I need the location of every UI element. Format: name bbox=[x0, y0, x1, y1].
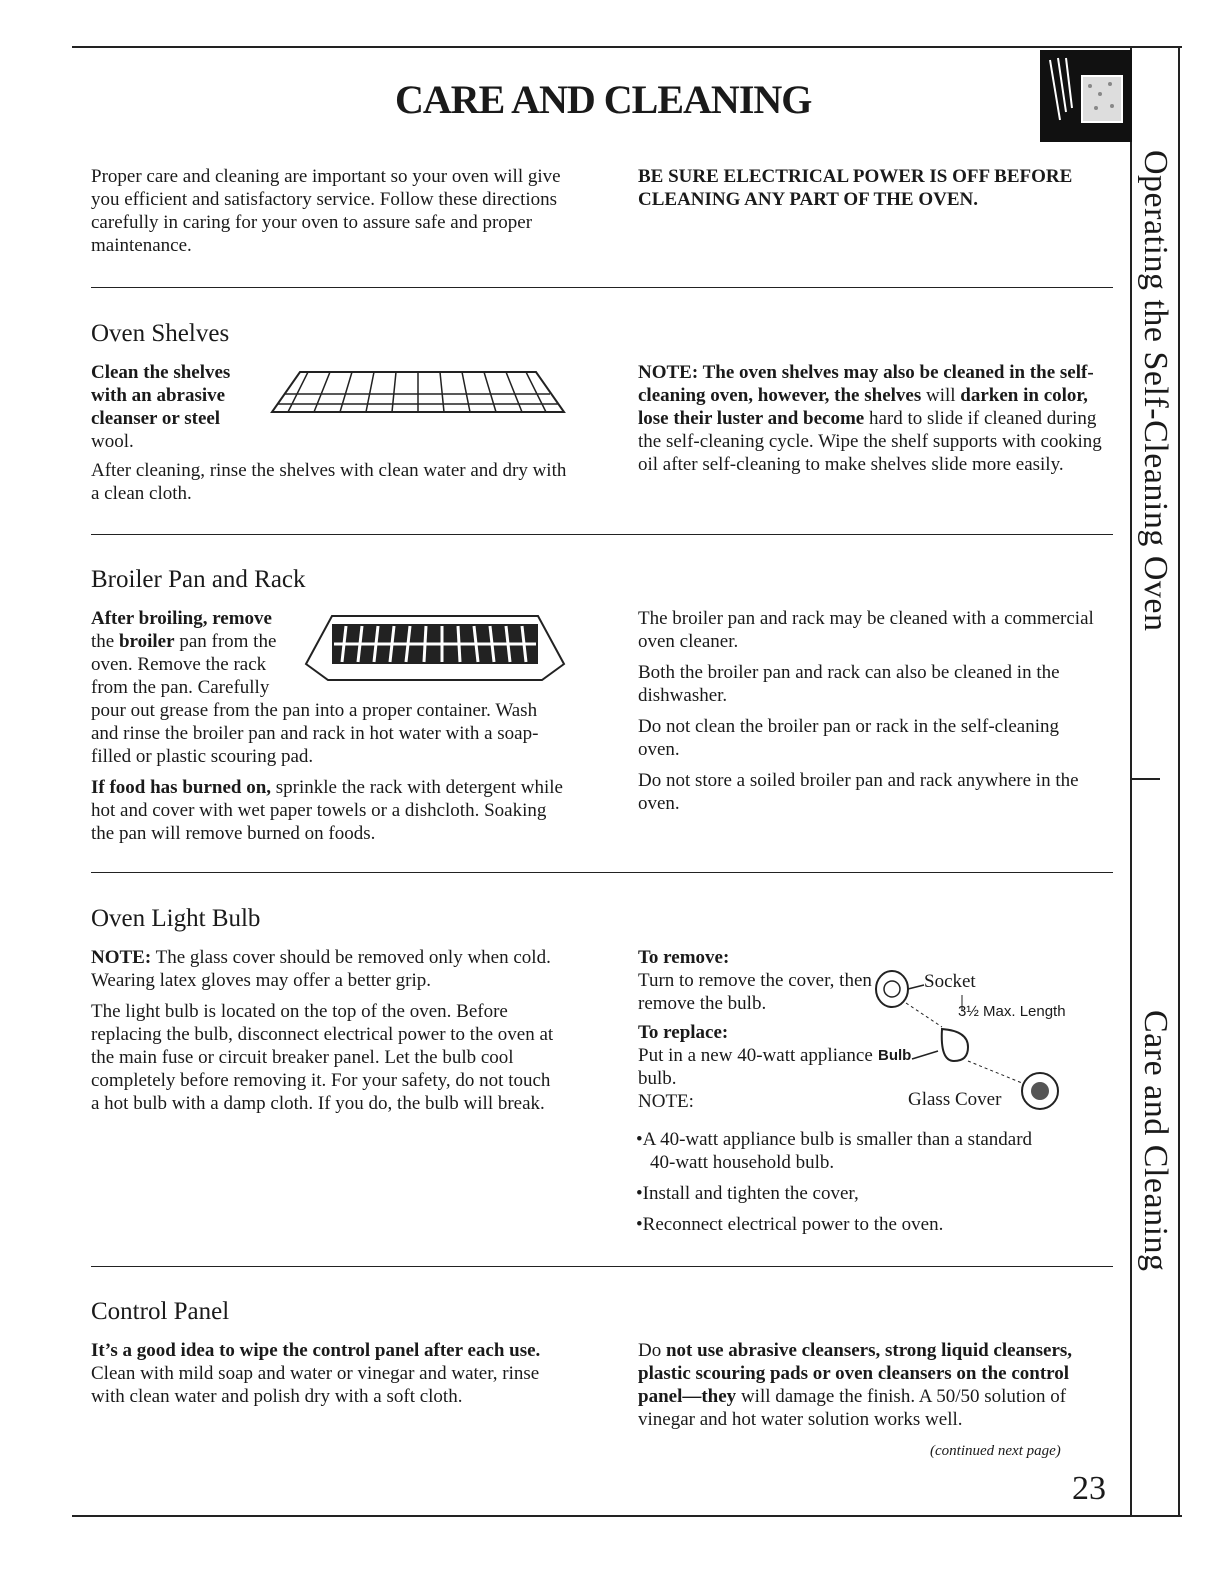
control-right-rest: will damage the finish. A 50/50 solution of vinegar and hot water solution works well. bbox=[638, 1386, 1067, 1430]
right-edge bbox=[1178, 46, 1180, 1516]
control-lead-rest: Clean with mild soap and water or vinegar and water, rinse with clean water and polish dry with a soft cloth. bbox=[91, 1363, 540, 1407]
intro-left bbox=[91, 165, 569, 265]
control-bold-lead: It’s a good idea to wipe the control panel after each use. bbox=[91, 1340, 541, 1361]
page-title: CARE AND CLEANING bbox=[395, 77, 812, 122]
control-panel-heading: Control Panel bbox=[91, 1298, 230, 1325]
to-replace-label: To replace: bbox=[638, 1022, 729, 1043]
broiler-line2c: pan from the bbox=[179, 631, 277, 652]
control-right-a: Do bbox=[638, 1340, 662, 1361]
broiler-right-1: The broiler pan and rack may be cleaned with a commercial oven cleaner. bbox=[638, 608, 1094, 652]
power-warning: BE SURE ELECTRICAL POWER IS OFF BEFORE CLEANING ANY PART OF THE OVEN. bbox=[638, 166, 1073, 210]
bulb-diagram bbox=[872, 965, 1092, 1115]
shelves-note-bold2: darken in color, lose their luster and become bbox=[638, 385, 1088, 429]
broiler-right-3: Do not clean the broiler pan or rack in the self-cleaning oven. bbox=[638, 716, 1059, 760]
bulb-note2: NOTE: bbox=[638, 1091, 694, 1112]
control-panel-right bbox=[638, 1339, 1113, 1439]
light-bulb-right bbox=[638, 946, 878, 1121]
to-remove-text: Turn to remove the cover, then remove the bulb. bbox=[638, 970, 872, 1014]
light-bulb-heading: Oven Light Bulb bbox=[91, 905, 261, 932]
to-remove-label: To remove: bbox=[638, 947, 730, 968]
broiler-heading: Broiler Pan and Rack bbox=[91, 566, 306, 593]
shelves-note-rest: hard to slide if cleaned during the self-cleaning cycle. Wipe the shelf supports with cooking oil after self-cleaning to make shelves slide more easily. bbox=[638, 408, 1102, 475]
bulb-bullet-2: Install and tighten the cover, bbox=[642, 1183, 859, 1204]
control-panel-left bbox=[91, 1339, 561, 1416]
to-replace-text: Put in a new 40-watt appliance bulb. bbox=[638, 1045, 873, 1089]
broiler-right bbox=[638, 607, 1098, 823]
broiler-bold-lead: After broiling, remove bbox=[91, 608, 272, 629]
bulb-bullet-1: A 40-watt appliance bulb is smaller than a standard 40-watt household bulb. bbox=[642, 1129, 1033, 1173]
broiler-line2b: broiler bbox=[118, 631, 175, 652]
oven-shelf-illustration bbox=[268, 368, 568, 421]
page-number: 23 bbox=[1072, 1470, 1106, 1507]
socket-label: Socket bbox=[924, 971, 976, 992]
oven-shelves-right bbox=[638, 361, 1108, 484]
bulb-bullets: •A 40-watt appliance bulb is smaller than a standard 40-watt household bulb. •Install and tighten the cover, •Reconnect electrical power to the oven. bbox=[636, 1129, 1033, 1235]
shelves-bold-lead: Clean the shelves with an abrasive cleanser or steel bbox=[91, 362, 231, 429]
broiler-line2a: the bbox=[91, 631, 115, 652]
broiler-p2-rest: sprinkle the rack with detergent while hot and cover with wet paper towels or a dishcloth. Soaking the pan will remove burned on foods. bbox=[91, 777, 563, 844]
intro-text: Proper care and cleaning are important so your oven will give you efficient and satisfactory service. Follow these directions carefully in caring for your oven to assure safe and proper maintenance. bbox=[91, 166, 561, 256]
shelves-note-bold: NOTE: The oven shelves may also be cleaned in the self-cleaning oven, however, the shelves bbox=[638, 362, 1094, 406]
top-rule bbox=[72, 46, 1182, 48]
glass-cover-label: Glass Cover bbox=[908, 1089, 1002, 1110]
broiler-p2-bold: If food has burned on, bbox=[91, 777, 272, 798]
side-tab-operating: Operating the Self-Cleaning Oven bbox=[1137, 150, 1174, 632]
broiler-line4: from the pan. Carefully bbox=[91, 677, 270, 698]
broiler-right-4: Do not store a soiled broiler pan and rack anywhere in the oven. bbox=[638, 770, 1079, 814]
shelves-lead-rest: wool. bbox=[91, 431, 134, 452]
bulb-label: Bulb bbox=[878, 1047, 912, 1064]
bulb-location-text: The light bulb is located on the top of the oven. Before replacing the bulb, disconnect electrical power to the oven at the main fuse or circuit breaker panel. Let the bulb cool completely before removing it. For your safety, do not touch a hot bulb with a damp cloth. If you do, the bulb will break. bbox=[91, 1001, 554, 1114]
section-rule-2 bbox=[91, 534, 1113, 535]
section-rule-3 bbox=[91, 872, 1113, 873]
broiler-p1-rest: pour out grease from the pan into a proper container. Wash and rinse the broiler pan and rack in hot water with a soap-filled or plastic scouring pad. bbox=[91, 700, 539, 767]
bulb-bullet-3: Reconnect electrical power to the oven. bbox=[642, 1214, 944, 1235]
oven-shelves-heading: Oven Shelves bbox=[91, 320, 230, 347]
section-rule-4 bbox=[91, 1266, 1113, 1267]
bulb-note-bold: NOTE: bbox=[91, 947, 152, 968]
max-length-label: 3½ Max. Length bbox=[958, 1003, 1066, 1020]
shelves-rinse: After cleaning, rinse the shelves with clean water and dry with a clean cloth. bbox=[91, 460, 567, 504]
hand-sponge-illustration bbox=[1040, 50, 1132, 142]
section-rule-1 bbox=[91, 287, 1113, 288]
tab-divider bbox=[1132, 778, 1160, 780]
broiler-pan-illustration bbox=[302, 612, 568, 689]
light-bulb-left bbox=[91, 946, 561, 1123]
control-right-bold: not use abrasive cleansers, strong liquid cleansers, plastic scouring pads or oven cleansers on the control panel—they bbox=[638, 1340, 1073, 1407]
bottom-rule bbox=[72, 1515, 1182, 1517]
intro-right bbox=[638, 165, 1088, 219]
side-tab-care: Care and Cleaning bbox=[1137, 1010, 1174, 1272]
bulb-note-rest: The glass cover should be removed only when cold. Wearing latex gloves may offer a better grip. bbox=[91, 947, 551, 991]
shelves-note-will: will bbox=[925, 385, 956, 406]
broiler-line3: oven. Remove the rack bbox=[91, 654, 267, 675]
continued-note: (continued next page) bbox=[930, 1443, 1061, 1459]
right-border bbox=[1130, 46, 1132, 1516]
broiler-right-2: Both the broiler pan and rack can also be cleaned in the dishwasher. bbox=[638, 662, 1060, 706]
